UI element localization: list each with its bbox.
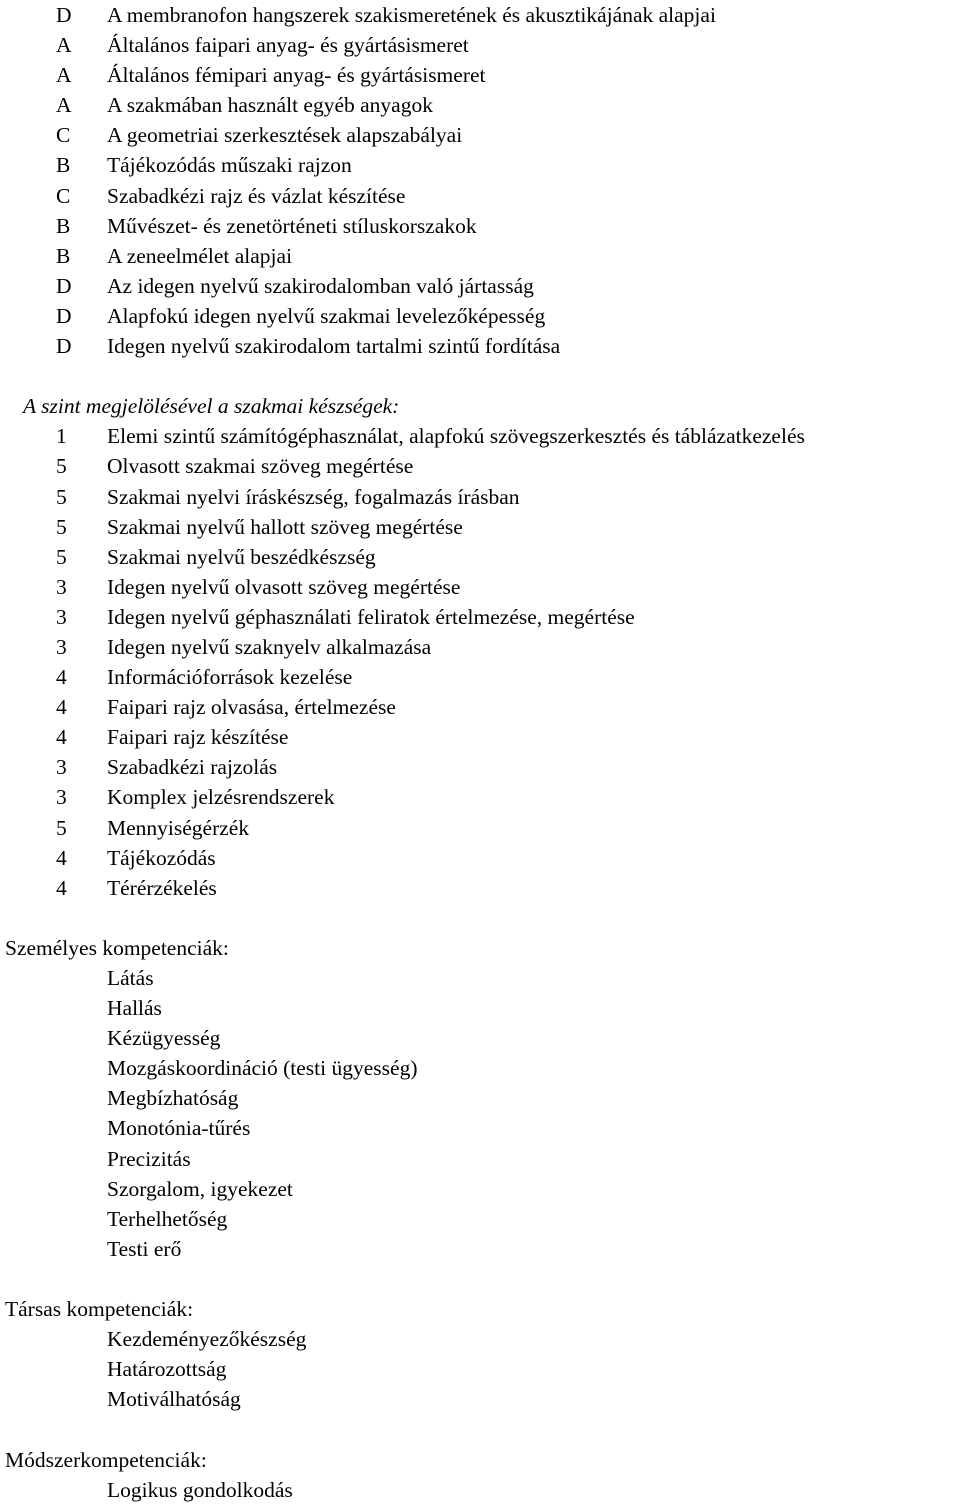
competency-item — [0, 1023, 960, 1053]
skill-level: 3 — [56, 634, 67, 659]
competency-item — [0, 963, 960, 993]
knowledge-text: A geometriai szerkesztések alapszabályai — [107, 123, 463, 148]
competency-item — [0, 1234, 960, 1264]
skill-level: 4 — [56, 845, 67, 870]
skill-text: Szakmai nyelvi íráskészség, fogalmazás írásban — [107, 484, 520, 509]
knowledge-level: B — [56, 213, 71, 238]
knowledge-level: D — [56, 334, 72, 359]
competency-text: Szorgalom, igyekezet — [107, 1176, 293, 1201]
skill-level: 4 — [56, 725, 67, 750]
knowledge-text: Általános fémipari anyag- és gyártásismeret — [107, 63, 486, 88]
section-spacer — [0, 361, 960, 391]
knowledge-item — [0, 271, 960, 301]
competency-text: Precizitás — [107, 1146, 191, 1171]
competency-item — [0, 1053, 960, 1083]
social-competencies-list — [0, 1324, 960, 1414]
skill-item — [0, 722, 960, 752]
personal-heading-row — [0, 933, 960, 963]
competency-text: Logikus gondolkodás — [107, 1477, 293, 1502]
competency-item — [0, 1354, 960, 1384]
knowledge-level: B — [56, 153, 71, 178]
method-competencies-heading: Módszerkompetenciák: — [5, 1447, 207, 1472]
knowledge-item — [0, 90, 960, 120]
competency-text: Motiválhatóság — [107, 1387, 241, 1412]
skill-level: 5 — [56, 514, 67, 539]
skills-heading-row — [0, 391, 960, 421]
competency-text: Testi erő — [107, 1236, 182, 1261]
knowledge-item — [0, 241, 960, 271]
skill-level: 5 — [56, 454, 67, 479]
skill-item — [0, 451, 960, 481]
skill-item — [0, 512, 960, 542]
knowledge-text: Szabadkézi rajz és vázlat készítése — [107, 183, 406, 208]
skill-item — [0, 572, 960, 602]
skill-level: 5 — [56, 484, 67, 509]
competency-text: Kézügyesség — [107, 1026, 221, 1051]
skill-text: Információforrások kezelése — [107, 665, 353, 690]
competency-item — [0, 1083, 960, 1113]
competency-text: Határozottság — [107, 1357, 227, 1382]
skill-text: Mennyiségérzék — [107, 815, 250, 840]
skill-item — [0, 752, 960, 782]
skill-level: 3 — [56, 785, 67, 810]
knowledge-item — [0, 0, 960, 30]
knowledge-item — [0, 331, 960, 361]
social-heading-row — [0, 1294, 960, 1324]
knowledge-list — [0, 0, 960, 361]
competency-text: Megbízhatóság — [107, 1086, 239, 1111]
skill-item — [0, 482, 960, 512]
method-competencies-list — [0, 1475, 960, 1505]
competency-item — [0, 1204, 960, 1234]
skill-item — [0, 843, 960, 873]
competency-text: Látás — [107, 966, 154, 990]
skill-text: Szakmai nyelvű beszédkészség — [107, 544, 376, 569]
competency-text: Terhelhetőség — [107, 1206, 228, 1231]
competency-text: Kezdeményezőkészség — [107, 1327, 307, 1352]
knowledge-level: D — [56, 303, 72, 328]
skill-level: 4 — [56, 875, 67, 900]
knowledge-level: C — [56, 183, 71, 208]
knowledge-level: A — [56, 93, 72, 118]
knowledge-item — [0, 150, 960, 180]
competency-text: Monotónia-tűrés — [107, 1116, 251, 1141]
knowledge-level: D — [56, 273, 72, 298]
skill-item — [0, 782, 960, 812]
knowledge-text: A szakmában használt egyéb anyagok — [107, 93, 433, 118]
skill-text: Idegen nyelvű szaknyelv alkalmazása — [107, 634, 432, 659]
skills-list — [0, 421, 960, 903]
skill-item — [0, 602, 960, 632]
skill-text: Tájékozódás — [107, 845, 216, 870]
skills-heading: A szint megjelölésével a szakmai készségek: — [23, 394, 400, 419]
knowledge-item — [0, 30, 960, 60]
knowledge-text: A zeneelmélet alapjai — [107, 243, 293, 268]
competency-text: Hallás — [107, 996, 162, 1021]
skill-item — [0, 813, 960, 843]
skill-level: 4 — [56, 695, 67, 720]
skill-item — [0, 542, 960, 572]
knowledge-item — [0, 211, 960, 241]
skill-text: Faipari rajz készítése — [107, 725, 289, 750]
skill-level: 1 — [56, 424, 67, 449]
knowledge-level: B — [56, 243, 71, 268]
skill-text: Térérzékelés — [107, 875, 217, 900]
knowledge-item — [0, 181, 960, 211]
competency-item — [0, 1384, 960, 1414]
skill-text: Szakmai nyelvű hallott szöveg megértése — [107, 514, 463, 539]
knowledge-text: A membranofon hangszerek szakismeretének és akusztikájának alapjai — [107, 3, 716, 27]
skill-item — [0, 873, 960, 903]
skill-text: Idegen nyelvű olvasott szöveg megértése — [107, 574, 461, 599]
skill-text: Faipari rajz olvasása, értelmezése — [107, 695, 396, 720]
knowledge-item — [0, 120, 960, 150]
skill-text: Idegen nyelvű géphasználati feliratok értelmezése, megértése — [107, 604, 635, 629]
competency-text: Mozgáskoordináció (testi ügyesség) — [107, 1056, 418, 1081]
knowledge-level: C — [56, 123, 71, 148]
competency-item — [0, 993, 960, 1023]
skill-level: 5 — [56, 544, 67, 569]
personal-competencies-heading: Személyes kompetenciák: — [5, 935, 229, 960]
personal-competencies-list — [0, 963, 960, 1264]
competency-item — [0, 1174, 960, 1204]
skill-level: 3 — [56, 604, 67, 629]
competency-item — [0, 1144, 960, 1174]
knowledge-text: Általános faipari anyag- és gyártásismeret — [107, 33, 469, 58]
competency-item — [0, 1113, 960, 1143]
competency-item — [0, 1324, 960, 1354]
skill-level: 3 — [56, 755, 67, 780]
knowledge-text: Tájékozódás műszaki rajzon — [107, 153, 352, 178]
skill-level: 5 — [56, 815, 67, 840]
knowledge-text: Alapfokú idegen nyelvű szakmai levelezőképesség — [107, 303, 546, 328]
knowledge-text: Idegen nyelvű szakirodalom tartalmi szintű fordítása — [107, 334, 561, 359]
social-competencies-heading: Társas kompetenciák: — [5, 1297, 194, 1322]
skill-text: Komplex jelzésrendszerek — [107, 785, 335, 810]
skill-text: Olvasott szakmai szöveg megértése — [107, 454, 414, 479]
knowledge-item — [0, 60, 960, 90]
skill-item — [0, 662, 960, 692]
skill-level: 3 — [56, 574, 67, 599]
skill-item — [0, 421, 960, 451]
knowledge-level: D — [56, 3, 72, 27]
skill-text: Elemi szintű számítógéphasználat, alapfokú szövegszerkesztés és táblázatkezelés — [107, 424, 805, 449]
knowledge-item — [0, 301, 960, 331]
skill-text: Szabadkézi rajzolás — [107, 755, 278, 780]
skill-item — [0, 692, 960, 722]
knowledge-text: Művészet- és zenetörténeti stíluskorszakok — [107, 213, 477, 238]
knowledge-level: A — [56, 33, 72, 58]
knowledge-level: A — [56, 63, 72, 88]
skill-level: 4 — [56, 665, 67, 690]
competency-item — [0, 1475, 960, 1505]
section-spacer — [0, 903, 960, 933]
knowledge-text: Az idegen nyelvű szakirodalomban való jártasság — [107, 273, 534, 298]
section-spacer — [0, 1414, 960, 1444]
method-heading-row — [0, 1445, 960, 1475]
skill-item — [0, 632, 960, 662]
section-spacer — [0, 1264, 960, 1294]
